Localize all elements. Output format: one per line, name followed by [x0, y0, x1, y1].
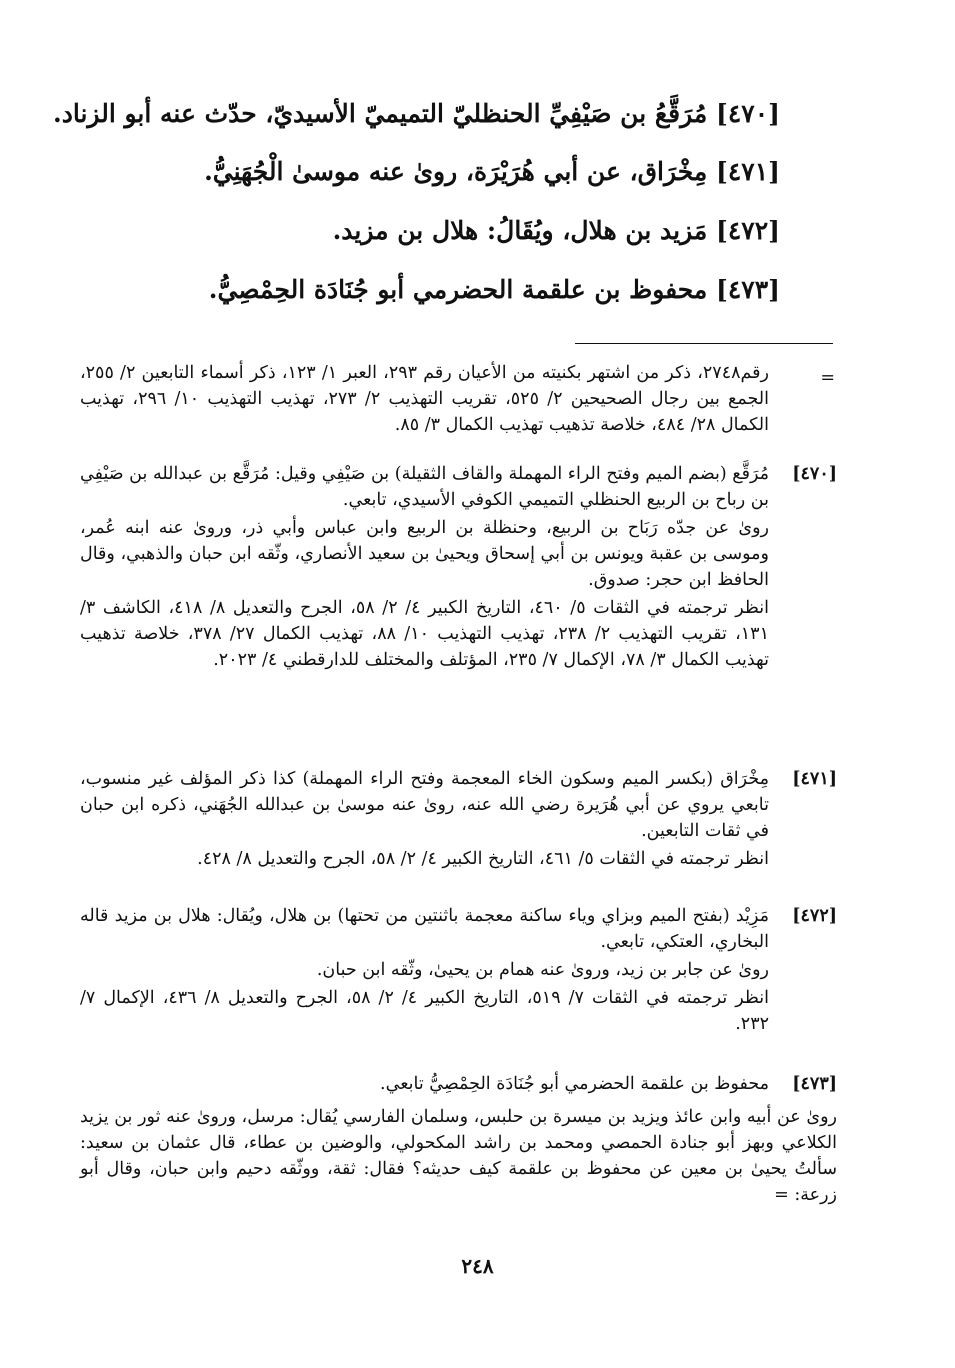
footnote-label-471: [٤٧١] — [792, 769, 837, 789]
footnote-label-473: [٤٧٣] — [792, 1074, 837, 1094]
footnote-paragraph: روىٰ عن أبيه وابن عائذ ويزيد بن ميسرة بن حلبس، وسلمان الفارسي يُقال: مرسل، وروىٰ عنه ثور بن يزيد الكلاعي وبهز أبو جنادة الحمصي ومحمد بن راشد المكحولي، والوضين بن عطاء، قال عثمان بن سعيد: سألتُ يحيىٰ بن معين عن محفوظ بن علقمة كيف حديثه؟ فقال: ثقة، ووثّقه دحيم وابن حبان، وقال أبو زرعة: = — [80, 1107, 837, 1205]
main-entry-471: [٤٧١] مِخْرَاق، عن أبي هُرَيْرَة، روىٰ عنه موسىٰ الْجُهَنِيُّ. — [204, 157, 780, 186]
footnote-paragraph: روىٰ عن جدّه رَبَاح بن الربيع، وحنظلة بن الربيع وابن عباس وأبي ذر، وروىٰ عنه ابنه عُمر، وموسى بن عقبة ويونس بن أبي إسحاق ويحيىٰ بن سعيد الأنصاري، وثّقه ابن حبان والذهبي، وقال الحافظ ابن حجر: صدوق. — [80, 518, 769, 590]
footnote-paragraph: انظر ترجمته في الثقات ٧/ ٥١٩، التاريخ الكبير ٤/ ٢/ ٥٨، الجرح والتعديل ٨/ ٤٣٦، الإكمال ٧/ ٢٣٢. — [80, 988, 769, 1034]
footnote-paragraph: انظر ترجمته في الثقات ٥/ ٤٦٠، التاريخ الكبير ٤/ ٢/ ٥٨، الجرح والتعديل ٨/ ٤١٨، الكاشف ٣/ ١٣١، تقريب التهذيب ٢/ ٢٣٨، تهذيب التهذيب ١٠/ ٨٨، تهذيب الكمال ٢٧/ ٣٧٨، خلاصة تذهيب تهذيب الكمال ٣/ ٧٨، الإكمال ٧/ ٢٣٥، المؤتلف والمختلف للدارقطني ٤/ ٢٠٢٣. — [80, 598, 770, 670]
footnote-paragraph: انظر ترجمته في الثقات ٥/ ٤٦١، التاريخ الكبير ٤/ ٢/ ٥٨، الجرح والتعديل ٨/ ٤٢٨. — [197, 849, 769, 869]
continuation-marker: = — [820, 368, 835, 388]
footnote-473-continued — [80, 1104, 837, 1208]
footnote-paragraph: محفوظ بن علقمة الحضرمي أبو جُنَادَة الحِمْصِيُّ تابعي. — [380, 1074, 769, 1094]
footnote-continuation-text: رقم٢٧٤٨، ذكر من اشتهر بكنيته من الأعيان رقم ٢٩٣، العبر ١/ ١٢٣، ذكر أسماء التابعين ٢/ ٢٥٥، الجمع بين رجال الصحيحين ٢/ ٥٢٥، تقريب التهذيب ٢/ ٢٧٣، تهذيب التهذيب ١٠/ ٢٩٦، تهذيب الكمال ٢٨/ ٤٨٤، خلاصة تذهيب تهذيب الكمال ٣/ ٨٥. — [80, 363, 769, 435]
footnote-472 — [80, 903, 769, 1039]
footnote-471 — [80, 766, 769, 874]
footnote-470 — [80, 461, 769, 675]
footnote-paragraph: مَزِيْد (بفتح الميم وبزاي وياء ساكنة معجمة باثنتين من تحتها) بن هلال، ويُقال: هلال بن مزيد قاله البخاري، العتكي، تابعي. — [80, 906, 769, 952]
footnote-paragraph: روىٰ عن جابر بن زيد، وروىٰ عنه همام بن يحيىٰ، وثّقه ابن حبان. — [316, 960, 769, 980]
page-number: ٢٤٨ — [461, 1254, 494, 1278]
footnote-continuation — [80, 360, 769, 438]
footnote-paragraph: مُرَقَّع (بضم الميم وفتح الراء المهملة والقاف الثقيلة) بن صَيْفِي وقيل: مُرَقَّع بن عبدالله بن صَيْفِي بن رباح بن الربيع الحنظلي التميمي الكوفي الأسيدي، تابعي. — [80, 464, 769, 510]
footnote-paragraph: مِخْرَاق (بكسر الميم وسكون الخاء المعجمة وفتح الراء المهملة) كذا ذكر المؤلف غير منسوب، تابعي يروي عن أبي هُرَيرة رضي الله عنه، روىٰ عنه موسىٰ بن عبدالله الجُهَني، ذكره ابن حبان في ثقات التابعين. — [80, 769, 769, 841]
footnote-separator — [575, 343, 833, 344]
main-entry-472: [٤٧٢] مَزيد بن هلال، ويُقَالُ: هلال بن مزيد. — [332, 216, 780, 245]
footnote-label-472: [٤٧٢] — [792, 906, 837, 926]
main-entry-473: [٤٧٣] محفوظ بن علقمة الحضرمي أبو جُنَادَة الحِمْصِيُّ. — [208, 275, 780, 304]
footnote-473 — [80, 1071, 769, 1099]
main-entry-470: [٤٧٠] مُرَقَّعُ بن صَيْفِيِّ الحنظليّ التميميّ الأسيديّ، حدّث عنه أبو الزناد. — [53, 99, 780, 128]
footnote-label-470: [٤٧٠] — [792, 464, 837, 484]
